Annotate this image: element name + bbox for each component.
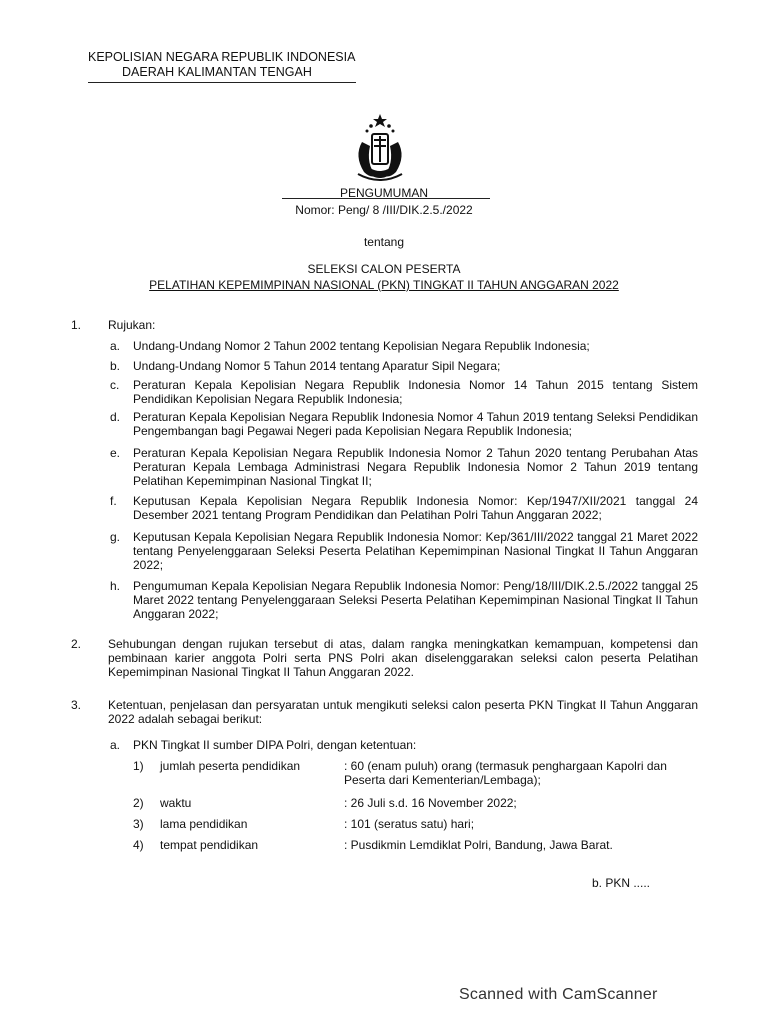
reference-letter: h. — [110, 579, 121, 593]
reference-letter: a. — [110, 339, 121, 353]
requirement-number: 4) — [133, 838, 144, 852]
requirement-label: waktu — [160, 796, 192, 810]
reference-letter: f. — [110, 494, 117, 508]
reference-letter: b. — [110, 359, 121, 373]
about-word: tentang — [363, 235, 405, 249]
reference-text: Keputusan Kepala Kepolisian Negara Republik Indonesia Nomor: Kep/361/III/2022 tanggal 21 Maret 2022 tentang Penyelenggaraan Seleksi Peserta Pelatihan Kepemimpinan Nasional Tingkat II Tahun Anggaran 2022; — [133, 530, 698, 573]
polri-emblem-icon — [340, 112, 420, 188]
reference-letter: e. — [110, 446, 121, 460]
requirement-value: : 60 (enam puluh) orang (termasuk penghargaan Kapolri dan Peserta dari Kementerian/Lembaga); — [344, 759, 667, 788]
reference-letter: c. — [110, 378, 120, 392]
section-paragraph: Sehubungan dengan rujukan tersebut di atas, dalam rangka meningkatkan kemampuan, kompetensi dan pembinaan karier anggota Polri serta PNS Polri akan diselenggarakan seleksi calon peserta Pelatihan Kepemimpinan Nasional Tingkat II Tahun Anggaran 2022. — [108, 637, 698, 680]
reference-text: Peraturan Kepala Kepolisian Negara Republik Indonesia Nomor 14 Tahun 2015 tentang Sistem Pendidikan Kepolisian Negara Republik Indonesia; — [133, 378, 698, 407]
section-number: 1. — [71, 318, 82, 332]
letterhead-rule — [88, 82, 356, 83]
subject-line2: PELATIHAN KEPEMIMPINAN NASIONAL (PKN) TINGKAT II TAHUN ANGGARAN 2022 — [149, 278, 619, 292]
requirement-label: lama pendidikan — [160, 817, 248, 831]
requirement-value: : Pusdikmin Lemdiklat Polri, Bandung, Jawa Barat. — [344, 838, 613, 852]
subsection-letter: a. — [110, 738, 121, 752]
requirement-number: 2) — [133, 796, 144, 810]
doc-number: Nomor: Peng/ 8 /III/DIK.2.5./2022 — [295, 203, 473, 217]
continuation-note: b. PKN ..... — [592, 876, 651, 890]
section-paragraph: Ketentuan, penjelasan dan persyaratan untuk mengikuti seleksi calon peserta PKN Tingkat II Tahun Anggaran 2022 adalah sebagai berikut: — [108, 698, 698, 727]
section-heading: Rujukan: — [108, 318, 156, 332]
reference-text: Keputusan Kepala Kepolisian Negara Republik Indonesia Nomor: Kep/1947/XII/2021 tanggal 24 Desember 2021 tentang Program Pendidikan dan Pelatihan Polri Tahun Anggaran 2022; — [133, 494, 698, 523]
reference-text: Pengumuman Kepala Kepolisian Negara Republik Indonesia Nomor: Peng/18/III/DIK.2.5./2022 tanggal 25 Maret 2022 tentang Penyelenggaraan Seleksi Peserta Pelatihan Kepemimpinan Nasional Tingkat II Tahun Anggaran 2022; — [133, 579, 698, 622]
section-number: 3. — [71, 698, 82, 712]
reference-text: Undang-Undang Nomor 2 Tahun 2002 tentang Kepolisian Negara Republik Indonesia; — [133, 339, 590, 353]
requirement-label: tempat pendidikan — [160, 838, 259, 852]
letterhead — [88, 50, 356, 80]
scanner-watermark: Scanned with CamScanner — [459, 986, 658, 1003]
subject-line1: SELEKSI CALON PESERTA — [307, 262, 461, 276]
org-name-line2: DAERAH KALIMANTAN TENGAH — [122, 65, 312, 79]
requirement-number: 3) — [133, 817, 144, 831]
reference-text: Peraturan Kepala Kepolisian Negara Republik Indonesia Nomor 4 Tahun 2019 tentang Seleksi Pendidikan Pengembangan bagi Pegawai Negeri pada Kepolisian Negara Republik Indonesia; — [133, 410, 698, 439]
reference-text: Peraturan Kepala Kepolisian Negara Republik Indonesia Nomor 2 Tahun 2020 tentang Perubahan Atas Peraturan Kepala Lembaga Administrasi Negara Republik Indonesia Nomor 2 Tahun 2019 tentang Pelatihan Kepemimpinan Nasional Tingkat II; — [133, 446, 698, 489]
reference-text: Undang-Undang Nomor 5 Tahun 2014 tentang Aparatur Sipil Negara; — [133, 359, 501, 373]
requirement-number: 1) — [133, 759, 144, 773]
title-rule — [282, 198, 490, 199]
reference-letter: g. — [110, 530, 121, 544]
reference-letter: d. — [110, 410, 121, 424]
subsection-text: PKN Tingkat II sumber DIPA Polri, dengan ketentuan: — [133, 738, 417, 752]
requirement-label: jumlah peserta pendidikan — [160, 759, 301, 773]
requirement-value: : 26 Juli s.d. 16 November 2022; — [344, 796, 517, 810]
section-number: 2. — [71, 637, 82, 651]
org-name-line1: KEPOLISIAN NEGARA REPUBLIK INDONESIA — [88, 50, 356, 64]
requirement-value: : 101 (seratus satu) hari; — [344, 817, 475, 831]
doc-type-title: PENGUMUMAN — [339, 186, 428, 200]
